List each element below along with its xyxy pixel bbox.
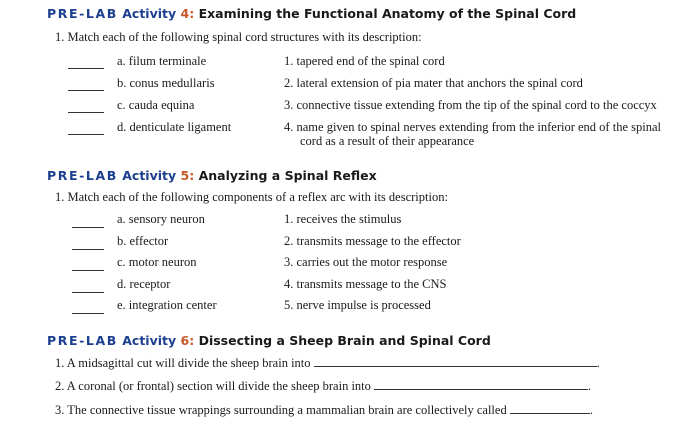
answer-blank[interactable] bbox=[68, 90, 104, 91]
component-item: a. sensory neuron bbox=[117, 212, 205, 226]
answer-blank[interactable] bbox=[72, 249, 104, 250]
fill-in-question: 1. A midsagittal cut will divide the sheep brain into . bbox=[55, 356, 600, 370]
activity5-question: 1. Match each of the following components of a reflex arc with its description: bbox=[55, 190, 448, 204]
answer-line[interactable] bbox=[510, 403, 590, 414]
description-item: 1. receives the stimulus bbox=[284, 212, 402, 226]
description-item: 1. tapered end of the spinal cord bbox=[284, 54, 445, 68]
answer-blank[interactable] bbox=[68, 68, 104, 69]
activity4-heading bbox=[47, 6, 576, 21]
answer-blank[interactable] bbox=[72, 270, 104, 271]
answer-blank[interactable] bbox=[68, 112, 104, 113]
prelab-label: PRE-LAB bbox=[47, 168, 118, 183]
structure-item: a. filum terminale bbox=[117, 54, 207, 68]
fill-in-question: 3. The connective tissue wrappings surrounding a mammalian brain are collectively called . bbox=[55, 403, 593, 417]
description-item: 3. connective tissue extending from the tip of the spinal cord to the coccyx bbox=[284, 98, 657, 112]
activity-label: Activity bbox=[122, 333, 177, 348]
activity6-heading bbox=[47, 333, 491, 348]
component-item: b. effector bbox=[117, 234, 169, 248]
description-item: 4. transmits message to the CNS bbox=[284, 277, 447, 291]
answer-line[interactable] bbox=[374, 379, 588, 390]
answer-line[interactable] bbox=[314, 356, 597, 367]
activity-title: Dissecting a Sheep Brain and Spinal Cord bbox=[198, 333, 491, 348]
activity5-heading bbox=[47, 168, 377, 183]
component-item: d. receptor bbox=[117, 277, 171, 291]
activity-label: Activity bbox=[122, 6, 177, 21]
component-item: c. motor neuron bbox=[117, 255, 197, 269]
structure-item: b. conus medullaris bbox=[117, 76, 215, 90]
activity-number: 6: bbox=[180, 333, 195, 348]
description-item: 3. carries out the motor response bbox=[284, 255, 448, 269]
answer-blank[interactable] bbox=[68, 134, 104, 135]
answer-blank[interactable] bbox=[72, 227, 104, 228]
activity-title: Examining the Functional Anatomy of the Spinal Cord bbox=[198, 6, 577, 21]
prelab-label: PRE-LAB bbox=[47, 6, 118, 21]
activity-label: Activity bbox=[122, 168, 177, 183]
question-text: 1. A midsagittal cut will divide the sheep brain into bbox=[55, 356, 311, 370]
activity-number: 5: bbox=[180, 168, 195, 183]
fill-in-question: 2. A coronal (or frontal) section will divide the sheep brain into . bbox=[55, 379, 592, 393]
activity-number: 4: bbox=[180, 6, 195, 21]
activity4-question: 1. Match each of the following spinal cord structures with its description: bbox=[55, 30, 422, 44]
description-item: 2. transmits message to the effector bbox=[284, 234, 461, 248]
description-item: 2. lateral extension of pia mater that anchors the spinal cord bbox=[284, 76, 583, 90]
prelab-label: PRE-LAB bbox=[47, 333, 118, 348]
structure-item: d. denticulate ligament bbox=[117, 120, 232, 134]
structure-item: c. cauda equina bbox=[117, 98, 195, 112]
description-item: 5. nerve impulse is processed bbox=[284, 298, 431, 312]
component-item: e. integration center bbox=[117, 298, 217, 312]
answer-blank[interactable] bbox=[72, 292, 104, 293]
question-text: 2. A coronal (or frontal) section will divide the sheep brain into bbox=[55, 379, 371, 393]
description-text: 4. name given to spinal nerves extending from the inferior end of the spinal bbox=[284, 120, 661, 134]
description-item bbox=[284, 120, 661, 148]
answer-blank[interactable] bbox=[72, 313, 104, 314]
activity-title: Analyzing a Spinal Reflex bbox=[198, 168, 377, 183]
question-text: 3. The connective tissue wrappings surrounding a mammalian brain are collectively called bbox=[55, 403, 507, 417]
description-continuation: cord as a result of their appearance bbox=[300, 134, 475, 148]
